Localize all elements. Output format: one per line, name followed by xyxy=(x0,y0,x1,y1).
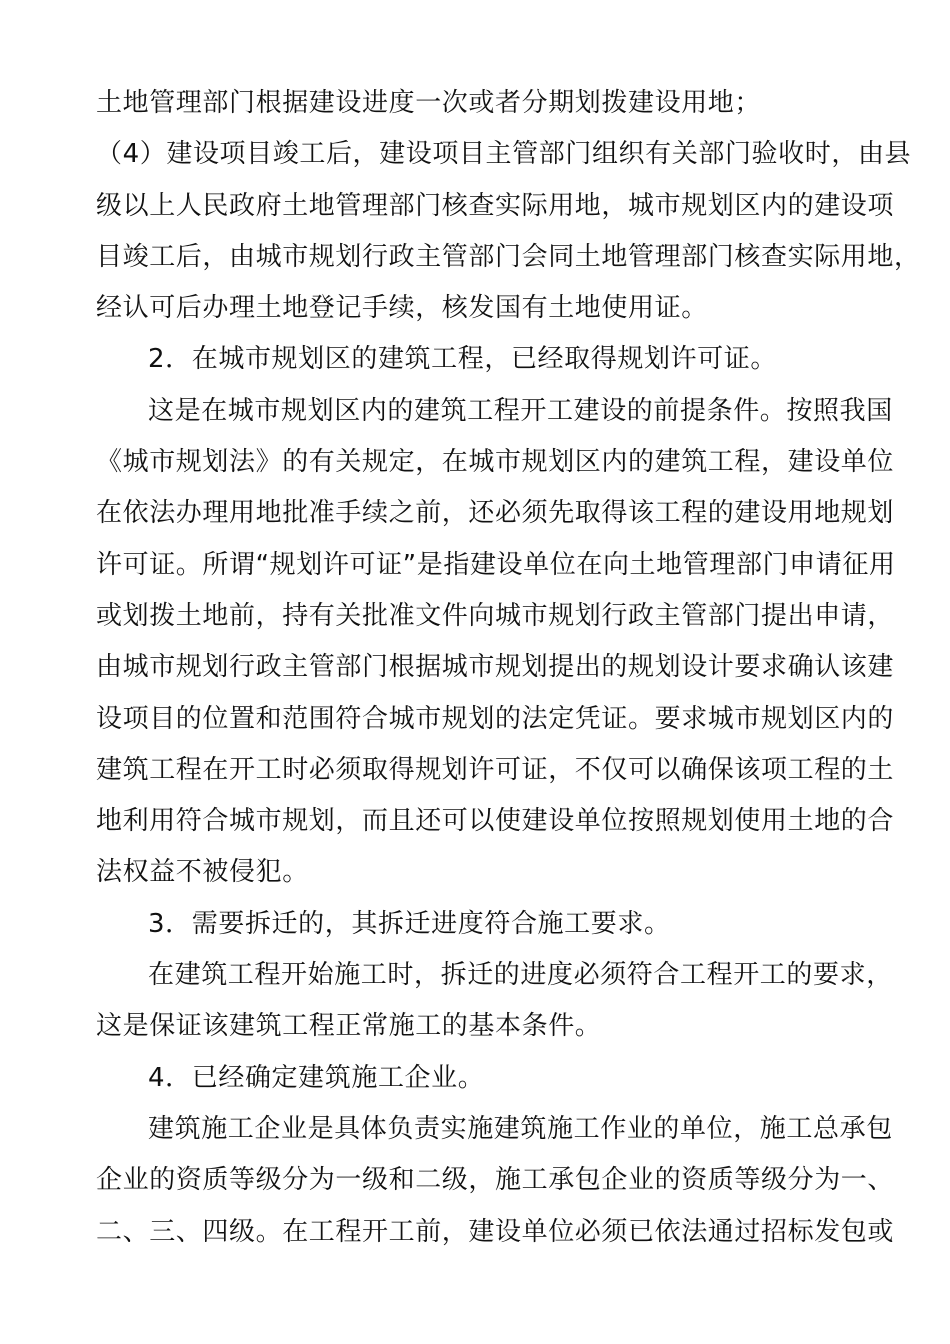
text-line: 目竣工后，由城市规划行政主管部门会同土地管理部门核查实际用地， xyxy=(96,241,921,272)
text-line: 级以上人民政府土地管理部门核查实际用地，城市规划区内的建设项 xyxy=(96,190,895,221)
text-line: 这是保证该建筑工程正常施工的基本条件。 xyxy=(96,1011,602,1042)
text-line: 法权益不被侵犯。 xyxy=(96,857,309,888)
text-line: 经认可后办理土地登记手续，核发国有土地使用证。 xyxy=(96,293,708,324)
text-line: 4．已经确定建筑施工企业。 xyxy=(148,1062,485,1093)
text-line: 设项目的位置和范围符合城市规划的法定凭证。要求城市规划区内的 xyxy=(96,703,895,734)
text-line: 地利用符合城市规划，而且还可以使建设单位按照规划使用土地的合 xyxy=(96,806,895,837)
text-line: 这是在城市规划区内的建筑工程开工建设的前提条件。按照我国 xyxy=(148,395,893,426)
text-line: 3．需要拆迁的，其拆迁进度符合施工要求。 xyxy=(148,908,671,939)
text-line: 2．在城市规划区的建筑工程，已经取得规划许可证。 xyxy=(148,344,777,375)
text-line: 或划拨土地前，持有关批准文件向城市规划行政主管部门提出申请， xyxy=(96,600,895,631)
text-line: 许可证。所谓“规划许可证”是指建设单位在向土地管理部门申请征用 xyxy=(96,549,896,580)
text-line: 在建筑工程开始施工时，拆迁的进度必须符合工程开工的要求， xyxy=(148,960,893,991)
text-line: 二、三、四级。在工程开工前，建设单位必须已依法通过招标发包或 xyxy=(96,1216,895,1247)
text-line: 由城市规划行政主管部门根据城市规划提出的规划设计要求确认该建 xyxy=(96,652,895,683)
body-text xyxy=(96,78,921,1258)
text-line: 在依法办理用地批准手续之前，还必须先取得该工程的建设用地规划 xyxy=(96,498,895,529)
text-line: 《城市规划法》的有关规定，在城市规划区内的建筑工程，建设单位 xyxy=(96,447,895,478)
text-line: 建筑施工企业是具体负责实施建筑施工作业的单位，施工总承包 xyxy=(148,1113,893,1144)
text-line: （4）建设项目竣工后，建设项目主管部门组织有关部门验收时，由县 xyxy=(96,139,912,170)
text-line: 建筑工程在开工时必须取得规划许可证，不仅可以确保该项工程的土 xyxy=(96,754,895,785)
text-line: 土地管理部门根据建设进度一次或者分期划拨建设用地； xyxy=(96,88,762,118)
text-line: 企业的资质等级分为一级和二级，施工承包企业的资质等级分为一、 xyxy=(96,1165,895,1196)
